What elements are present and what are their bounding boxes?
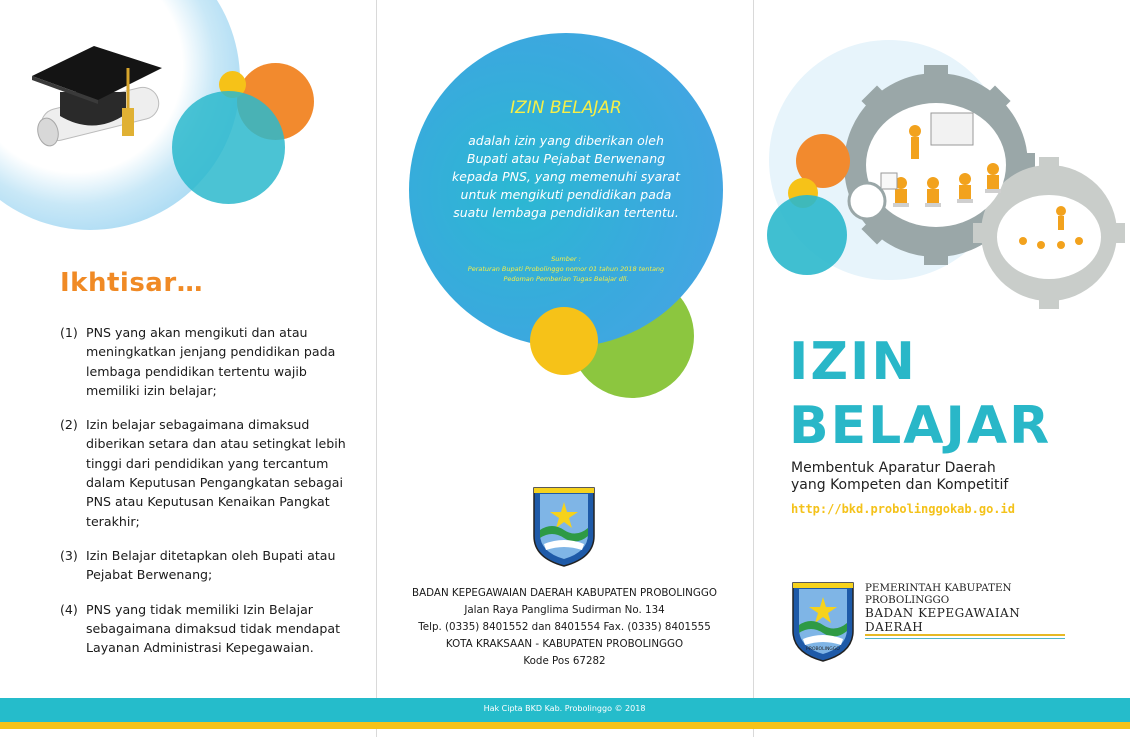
list-text: Izin belajar sebagaimana dimaksud diberikan setara dan atau setingkat lebih tinggi dari pendidikan yang tercantum dalam Keputusan Pengangkatan sebagai PNS atau Keputusan Kenaikan Pangkat terakhir; xyxy=(86,417,346,529)
middle-panel xyxy=(376,0,753,737)
address-postal: Kode Pos 67282 xyxy=(523,655,606,667)
address-block xyxy=(376,585,753,670)
address-street: Jalan Raya Panglima Sudirman No. 134 xyxy=(464,604,665,616)
source-text: Peraturan Bupati Probolinggo nomor 01 tahun 2018 tentang Pedoman Pemberian Tugas Belajar dll. xyxy=(467,265,665,283)
organization-block xyxy=(865,582,1065,639)
list-text: PNS yang akan mengikuti dan atau meningkatkan jenjang pendidikan pada lembaga pendidikan tertentu wajib memiliki izin belajar; xyxy=(86,325,336,398)
decor-circle-yellow xyxy=(530,307,598,375)
graduation-cap-icon xyxy=(22,38,172,148)
ikhtisar-list xyxy=(60,323,360,672)
ikhtisar-heading: Ikhtisar… xyxy=(60,268,204,298)
left-panel xyxy=(0,0,376,737)
list-number: (2) xyxy=(60,417,78,433)
title-line-1: IZIN xyxy=(789,332,917,392)
address-city: KOTA KRAKSAAN - KABUPATEN PROBOLINGGO xyxy=(445,638,684,650)
list-number: (3) xyxy=(60,547,78,563)
list-item xyxy=(60,546,360,585)
list-number: (4) xyxy=(60,601,78,617)
definition-body: adalah izin yang diberikan oleh Bupati atau Pejabat Berwenang kepada PNS, yang memenuhi syarat untuk mengikuti pendidikan pada suatu lembaga pendidikan tertentu. xyxy=(452,133,680,220)
decor-circle-teal xyxy=(172,91,285,204)
regional-emblem-icon xyxy=(532,484,596,568)
list-item xyxy=(60,323,360,400)
list-item xyxy=(60,600,360,658)
source-label: Sumber : xyxy=(551,255,581,263)
subtitle-line-2: yang Kompeten dan Kompetitif xyxy=(791,477,1009,493)
fold-line-2 xyxy=(753,0,754,737)
footer-stripe xyxy=(0,722,1130,729)
gold-divider xyxy=(865,634,1065,636)
gear-meeting-illustration xyxy=(761,55,1130,310)
fold-line-1 xyxy=(376,0,377,737)
teal-divider xyxy=(865,638,1065,639)
list-number: (1) xyxy=(60,325,78,340)
brochure-title xyxy=(789,330,1051,458)
right-panel xyxy=(753,0,1130,737)
definition-title: IZIN BELAJAR xyxy=(510,98,622,118)
address-phone: Telp. (0335) 8401552 dan 8401554 Fax. (0335) 8401555 xyxy=(418,621,711,633)
list-text: Izin Belajar ditetapkan oleh Bupati atau Pejabat Berwenang; xyxy=(86,547,336,583)
list-text: PNS yang tidak memiliki Izin Belajar sebagaimana dimaksud tidak mendapat Layanan Administrasi Kepegawaian. xyxy=(86,601,341,656)
address-org: BADAN KEPEGAWAIAN DAERAH KABUPATEN PROBOLINGGO xyxy=(412,587,717,599)
website-link[interactable]: http://bkd.probolinggokab.go.id xyxy=(791,502,1015,516)
brochure-subtitle xyxy=(791,460,1008,494)
title-line-2: BELAJAR xyxy=(789,396,1052,456)
list-item xyxy=(60,415,360,531)
org-line-1: PEMERINTAH KABUPATEN PROBOLINGGO xyxy=(865,582,1012,606)
emblem-label: PROBOLINGGO xyxy=(806,647,840,652)
footer-copyright: Hak Cipta BKD Kab. Probolinggo © 2018 xyxy=(483,704,646,713)
org-line-2: BADAN KEPEGAWAIAN DAERAH xyxy=(865,606,1021,634)
subtitle-line-1: Membentuk Aparatur Daerah xyxy=(791,460,996,476)
regional-emblem-icon xyxy=(791,579,855,663)
